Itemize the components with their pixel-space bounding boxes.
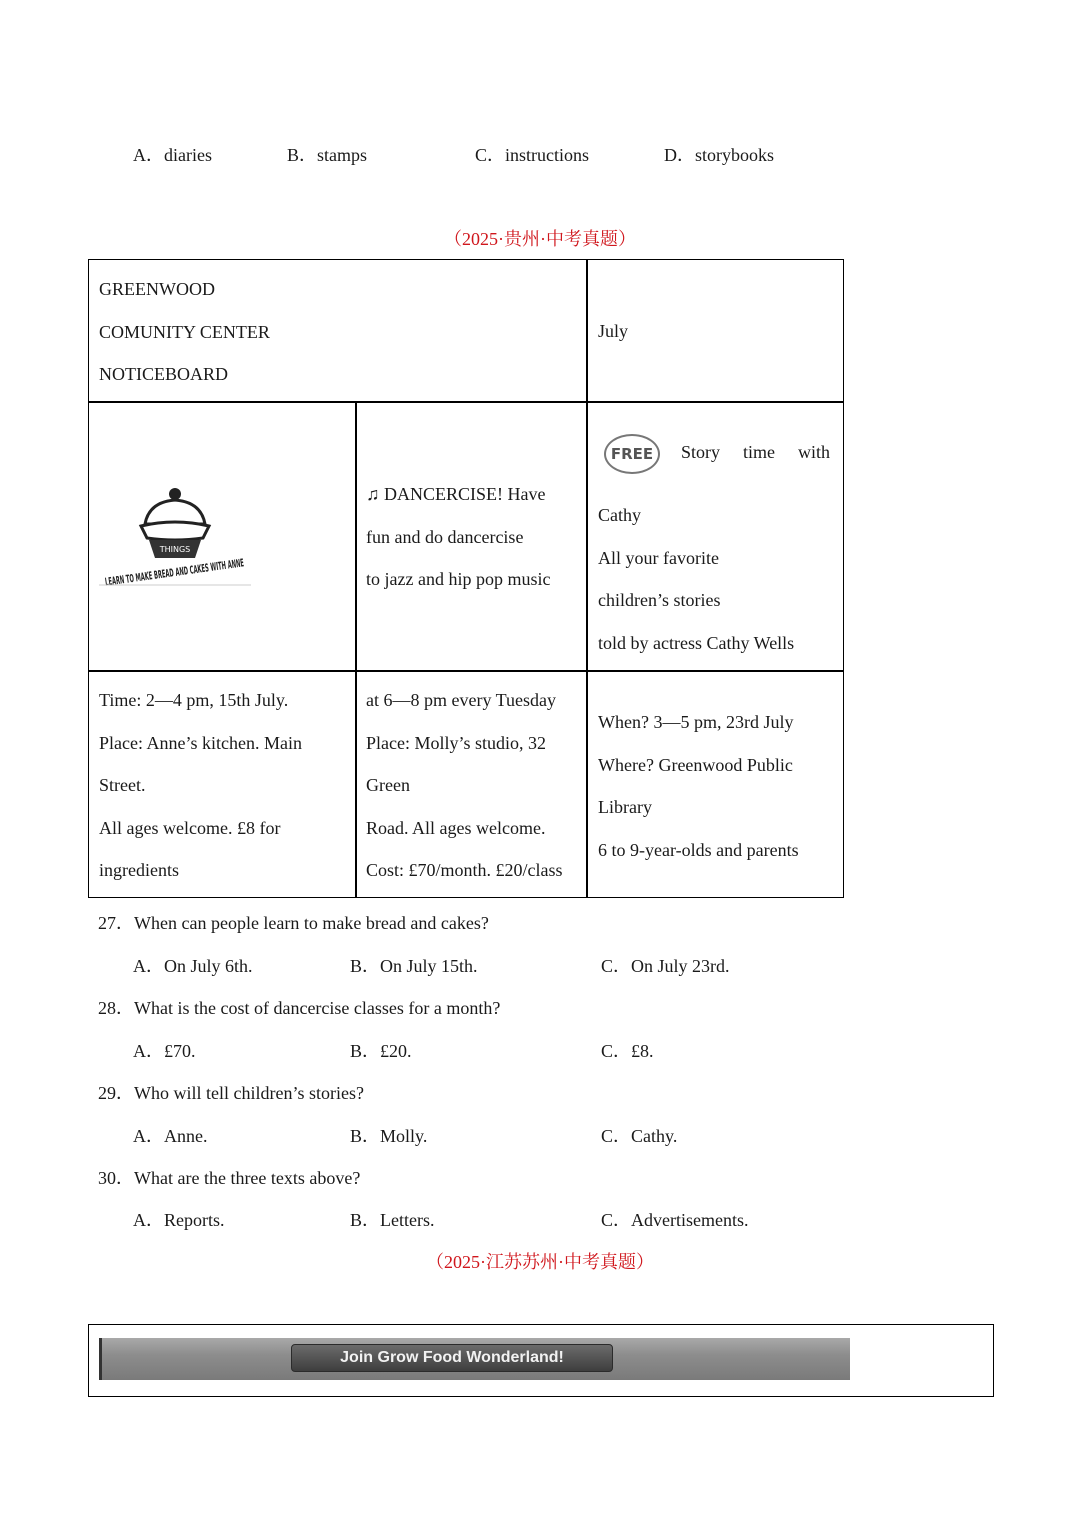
detail-line: Time: 2—4 pm, 15th July. xyxy=(99,690,289,710)
prev-option-c: C．instructions xyxy=(475,145,590,165)
grow-food-banner-button: Join Grow Food Wonderland! xyxy=(291,1344,613,1372)
dance-intro xyxy=(366,473,550,601)
story-title xyxy=(604,430,834,474)
story-line: Cathy xyxy=(598,505,641,525)
detail-line: Library xyxy=(598,797,652,817)
question-28-option-b: B．£20. xyxy=(350,1041,412,1061)
question-29-stem: 29．Who will tell children’s stories? xyxy=(98,1083,364,1103)
source-label-suzhou: （2025·江苏苏州·中考真题） xyxy=(426,1252,654,1272)
free-badge: FREE xyxy=(604,434,660,474)
dance-details xyxy=(366,679,563,892)
story-line: children’s stories xyxy=(598,590,721,610)
question-30-option-a: A．Reports. xyxy=(133,1210,225,1230)
story-line: told by actress Cathy Wells xyxy=(598,632,795,653)
detail-line: All ages welcome. £8 for xyxy=(99,817,281,838)
question-29-option-b: B．Molly. xyxy=(350,1126,428,1146)
prev-option-a: A．diaries xyxy=(133,145,212,165)
story-title-word: Story xyxy=(681,442,721,462)
detail-line: ingredients xyxy=(99,860,179,880)
detail-line: Place: Anne’s kitchen. Main xyxy=(99,732,302,753)
banner-strip xyxy=(99,1338,850,1380)
question-28-option-c: C．£8. xyxy=(601,1041,654,1061)
detail-line: Where? Greenwood Public xyxy=(598,754,793,775)
story-title-word: time xyxy=(743,442,775,462)
notice-header-line: NOTICEBOARD xyxy=(99,364,228,384)
prev-option-d: D．storybooks xyxy=(664,145,775,165)
detail-line: Street. xyxy=(99,775,146,795)
story-details xyxy=(598,701,799,871)
dance-line: fun and do dancercise xyxy=(366,526,524,547)
question-30-option-c: C．Advertisements. xyxy=(601,1210,749,1230)
question-27-option-b: B．On July 15th. xyxy=(350,956,478,976)
noticeboard-table xyxy=(88,259,844,898)
question-27-option-a: A．On July 6th. xyxy=(133,956,253,976)
baking-image-text: LEARN TO MAKE BREAD xyxy=(104,555,251,586)
notice-header xyxy=(99,268,270,396)
story-title-word: with xyxy=(798,442,831,462)
question-27-option-c: C．On July 23rd. xyxy=(601,956,730,976)
banner-frame xyxy=(88,1324,994,1397)
question-30-option-b: B．Letters. xyxy=(350,1210,435,1230)
notice-month: July xyxy=(598,321,629,341)
dance-line: to jazz and hip pop music xyxy=(366,569,551,589)
detail-line: Green xyxy=(366,775,410,795)
detail-line: Cost: £70/month. £20/class xyxy=(366,860,563,880)
baking-cupcake-image xyxy=(99,482,251,586)
notice-header-line: GREENWOOD xyxy=(99,279,215,299)
source-label-guizhou: （2025·贵州·中考真题） xyxy=(444,229,636,249)
dance-line: ♫ DANCERCISE! Have xyxy=(366,484,546,504)
notice-header-line: COMUNITY CENTER xyxy=(99,321,270,342)
question-30-stem: 30．What are the three texts above? xyxy=(98,1168,361,1188)
detail-line: Place: Molly’s studio, 32 xyxy=(366,732,546,753)
prev-option-b: B．stamps xyxy=(287,145,368,165)
detail-line: at 6—8 pm every Tuesday xyxy=(366,690,556,710)
question-27-stem: 27．When can people learn to make bread and cakes? xyxy=(98,913,489,933)
detail-line: 6 to 9-year-olds and parents xyxy=(598,839,799,860)
baking-details xyxy=(99,679,302,892)
story-description xyxy=(598,494,794,664)
question-29-option-a: A．Anne. xyxy=(133,1126,208,1146)
story-line: All your favorite xyxy=(598,547,719,568)
detail-line: When? 3—5 pm, 23rd July xyxy=(598,712,794,732)
question-28-stem: 28．What is the cost of dancercise classes for a month? xyxy=(98,998,501,1018)
detail-line: Road. All ages welcome. xyxy=(366,817,546,838)
svg-text:THINGS: THINGS xyxy=(159,545,191,554)
question-29-option-c: C．Cathy. xyxy=(601,1126,678,1146)
question-28-option-a: A．£70. xyxy=(133,1041,196,1061)
